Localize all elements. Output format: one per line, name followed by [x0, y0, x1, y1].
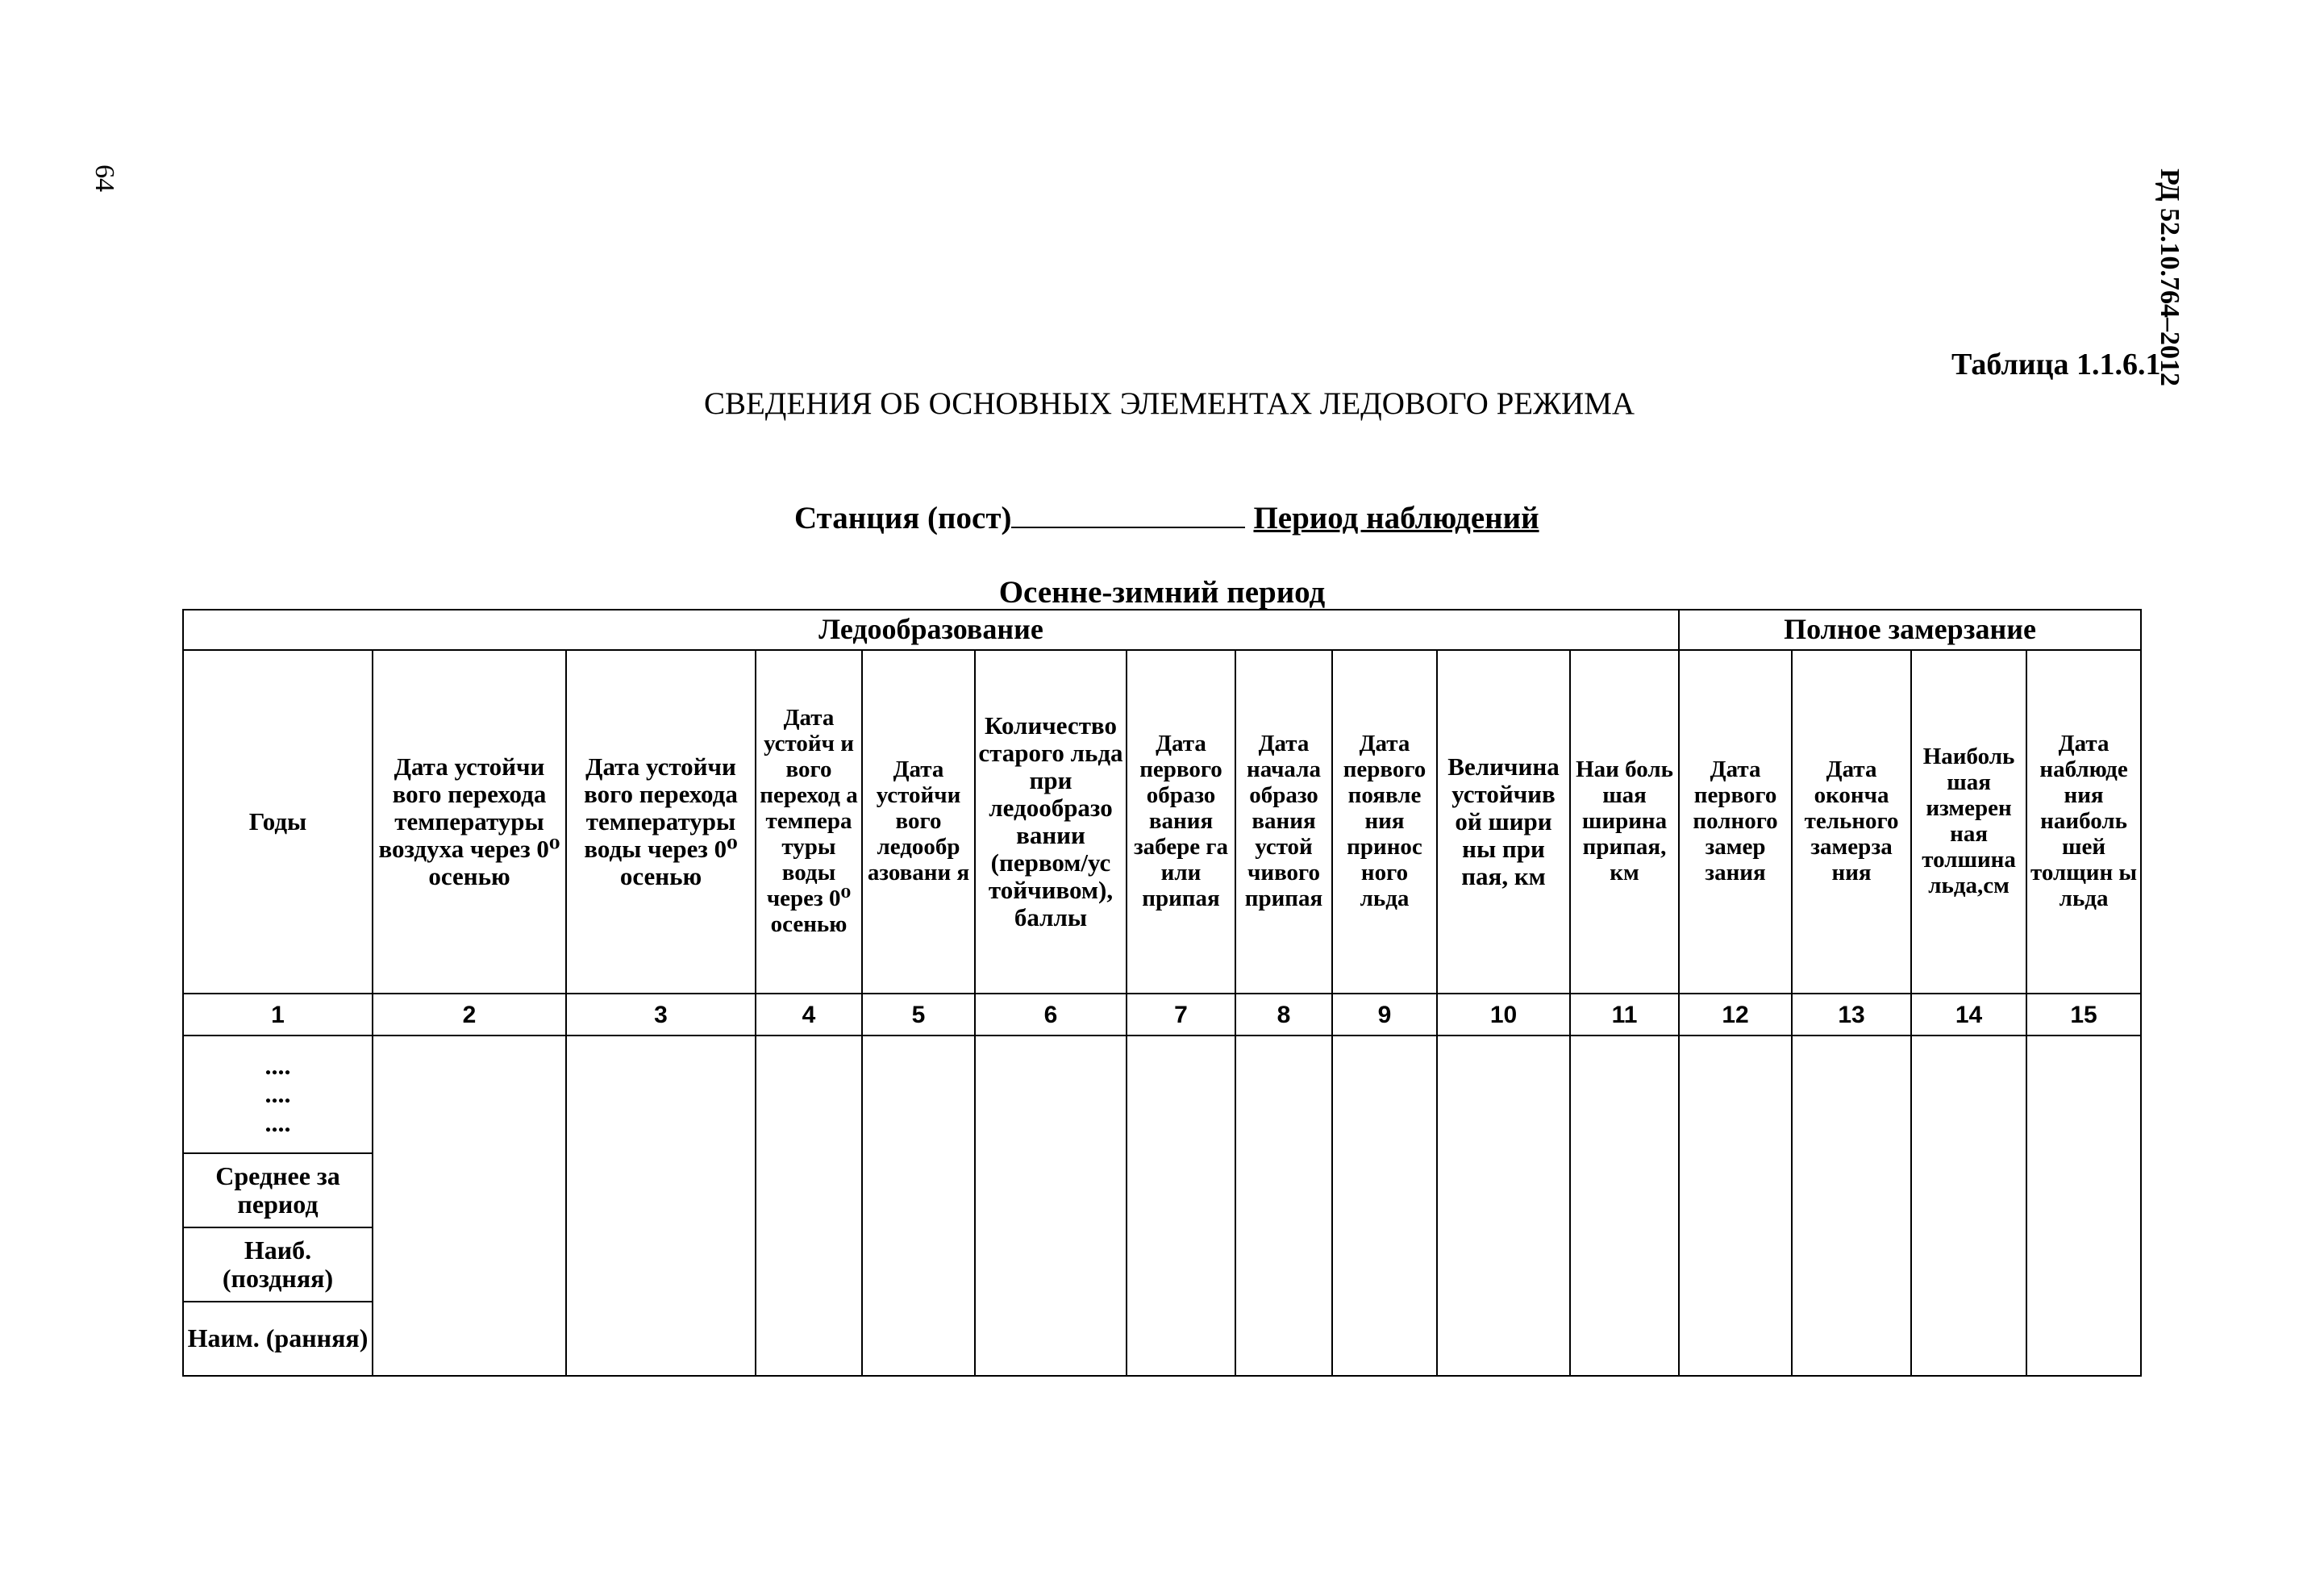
data-cell — [975, 1036, 1127, 1376]
col-header-11: Наи боль шая ширина припая, км — [1570, 650, 1679, 994]
data-cell — [1792, 1036, 1911, 1376]
data-cell — [756, 1036, 862, 1376]
col-header-14: Наиболь шая измерен ная толшина льда,см — [1911, 650, 2026, 994]
table-number: Таблица 1.1.6.1 — [1951, 348, 2161, 381]
data-cell — [1570, 1036, 1679, 1376]
col-number: 15 — [2026, 994, 2141, 1036]
average-row-label: Среднее за период — [183, 1153, 373, 1227]
data-cell — [1332, 1036, 1437, 1376]
data-cell — [1911, 1036, 2026, 1376]
column-header-row — [183, 650, 2141, 994]
station-blank-field — [1011, 502, 1245, 528]
dots-line: .... — [264, 1107, 291, 1137]
col-header-12: Дата первого полного замер зания — [1679, 650, 1792, 994]
years-placeholder-cell — [183, 1036, 373, 1153]
station-line — [794, 500, 1539, 536]
col-number: 4 — [756, 994, 862, 1036]
col-number: 3 — [566, 994, 756, 1036]
data-cell — [1127, 1036, 1235, 1376]
col-header-15: Дата наблюде ния наиболь шей толщин ы льда — [2026, 650, 2141, 994]
col-header-2: Дата устойчи вого перехода температуры воздуха через 0⁰ осенью — [373, 650, 566, 994]
document-code: РД 52.10.764–2012 — [2155, 168, 2184, 387]
max-row-label: Наиб. (поздняя) — [183, 1227, 373, 1302]
col-number: 10 — [1437, 994, 1570, 1036]
col-header-3: Дата устойчи вого перехода температуры воды через 0⁰ осенью — [566, 650, 756, 994]
col-number: 2 — [373, 994, 566, 1036]
col-number: 5 — [862, 994, 975, 1036]
dots-line: .... — [264, 1079, 291, 1109]
col-header-years: Годы — [183, 650, 373, 994]
group-header-row — [183, 610, 2141, 650]
col-header-8: Дата начала образо вания устой чивого припая — [1235, 650, 1332, 994]
col-number: 13 — [1792, 994, 1911, 1036]
document-title: СВЕДЕНИЯ ОБ ОСНОВНЫХ ЭЛЕМЕНТАХ ЛЕДОВОГО РЕЖИМА — [703, 386, 1635, 421]
page-number: 64 — [90, 165, 119, 192]
col-number: 9 — [1332, 994, 1437, 1036]
group-ice-formation: Ледообразование — [183, 610, 1679, 650]
col-number: 14 — [1911, 994, 2026, 1036]
col-number: 11 — [1570, 994, 1679, 1036]
column-number-row — [183, 994, 2141, 1036]
col-number: 6 — [975, 994, 1127, 1036]
data-cell — [566, 1036, 756, 1376]
period-label: Период наблюдений — [1253, 501, 1539, 535]
col-header-9: Дата первого появле ния принос ного льда — [1332, 650, 1437, 994]
group-full-freeze: Полное замерзание — [1679, 610, 2141, 650]
col-header-7: Дата первого образо вания забере га или припая — [1127, 650, 1235, 994]
col-header-4: Дата устойч и вого переход а темпера туры воды через 0⁰ осенью — [756, 650, 862, 994]
data-cell — [1437, 1036, 1570, 1376]
station-label: Станция (пост) — [794, 501, 1012, 535]
col-number: 12 — [1679, 994, 1792, 1036]
data-cell — [373, 1036, 566, 1376]
col-header-5: Дата устойчи вого ледообр азовани я — [862, 650, 975, 994]
col-number: 7 — [1127, 994, 1235, 1036]
col-header-10: Величина устойчив ой шири ны при пая, км — [1437, 650, 1570, 994]
col-header-6: Количество старого льда при ледообразо вании (первом/ус тойчивом), баллы — [975, 650, 1127, 994]
ice-regime-table — [182, 609, 2142, 1377]
data-cell — [1679, 1036, 1792, 1376]
data-cell — [2026, 1036, 2141, 1376]
col-number: 1 — [183, 994, 373, 1036]
col-number: 8 — [1235, 994, 1332, 1036]
min-row-label: Наим. (ранняя) — [183, 1302, 373, 1376]
col-header-13: Дата оконча тельного замерза ния — [1792, 650, 1911, 994]
data-row-years — [183, 1036, 2141, 1153]
data-cell — [862, 1036, 975, 1376]
dots-line: .... — [264, 1051, 291, 1081]
season-heading: Осенне-зимний период — [998, 575, 1326, 610]
data-cell — [1235, 1036, 1332, 1376]
